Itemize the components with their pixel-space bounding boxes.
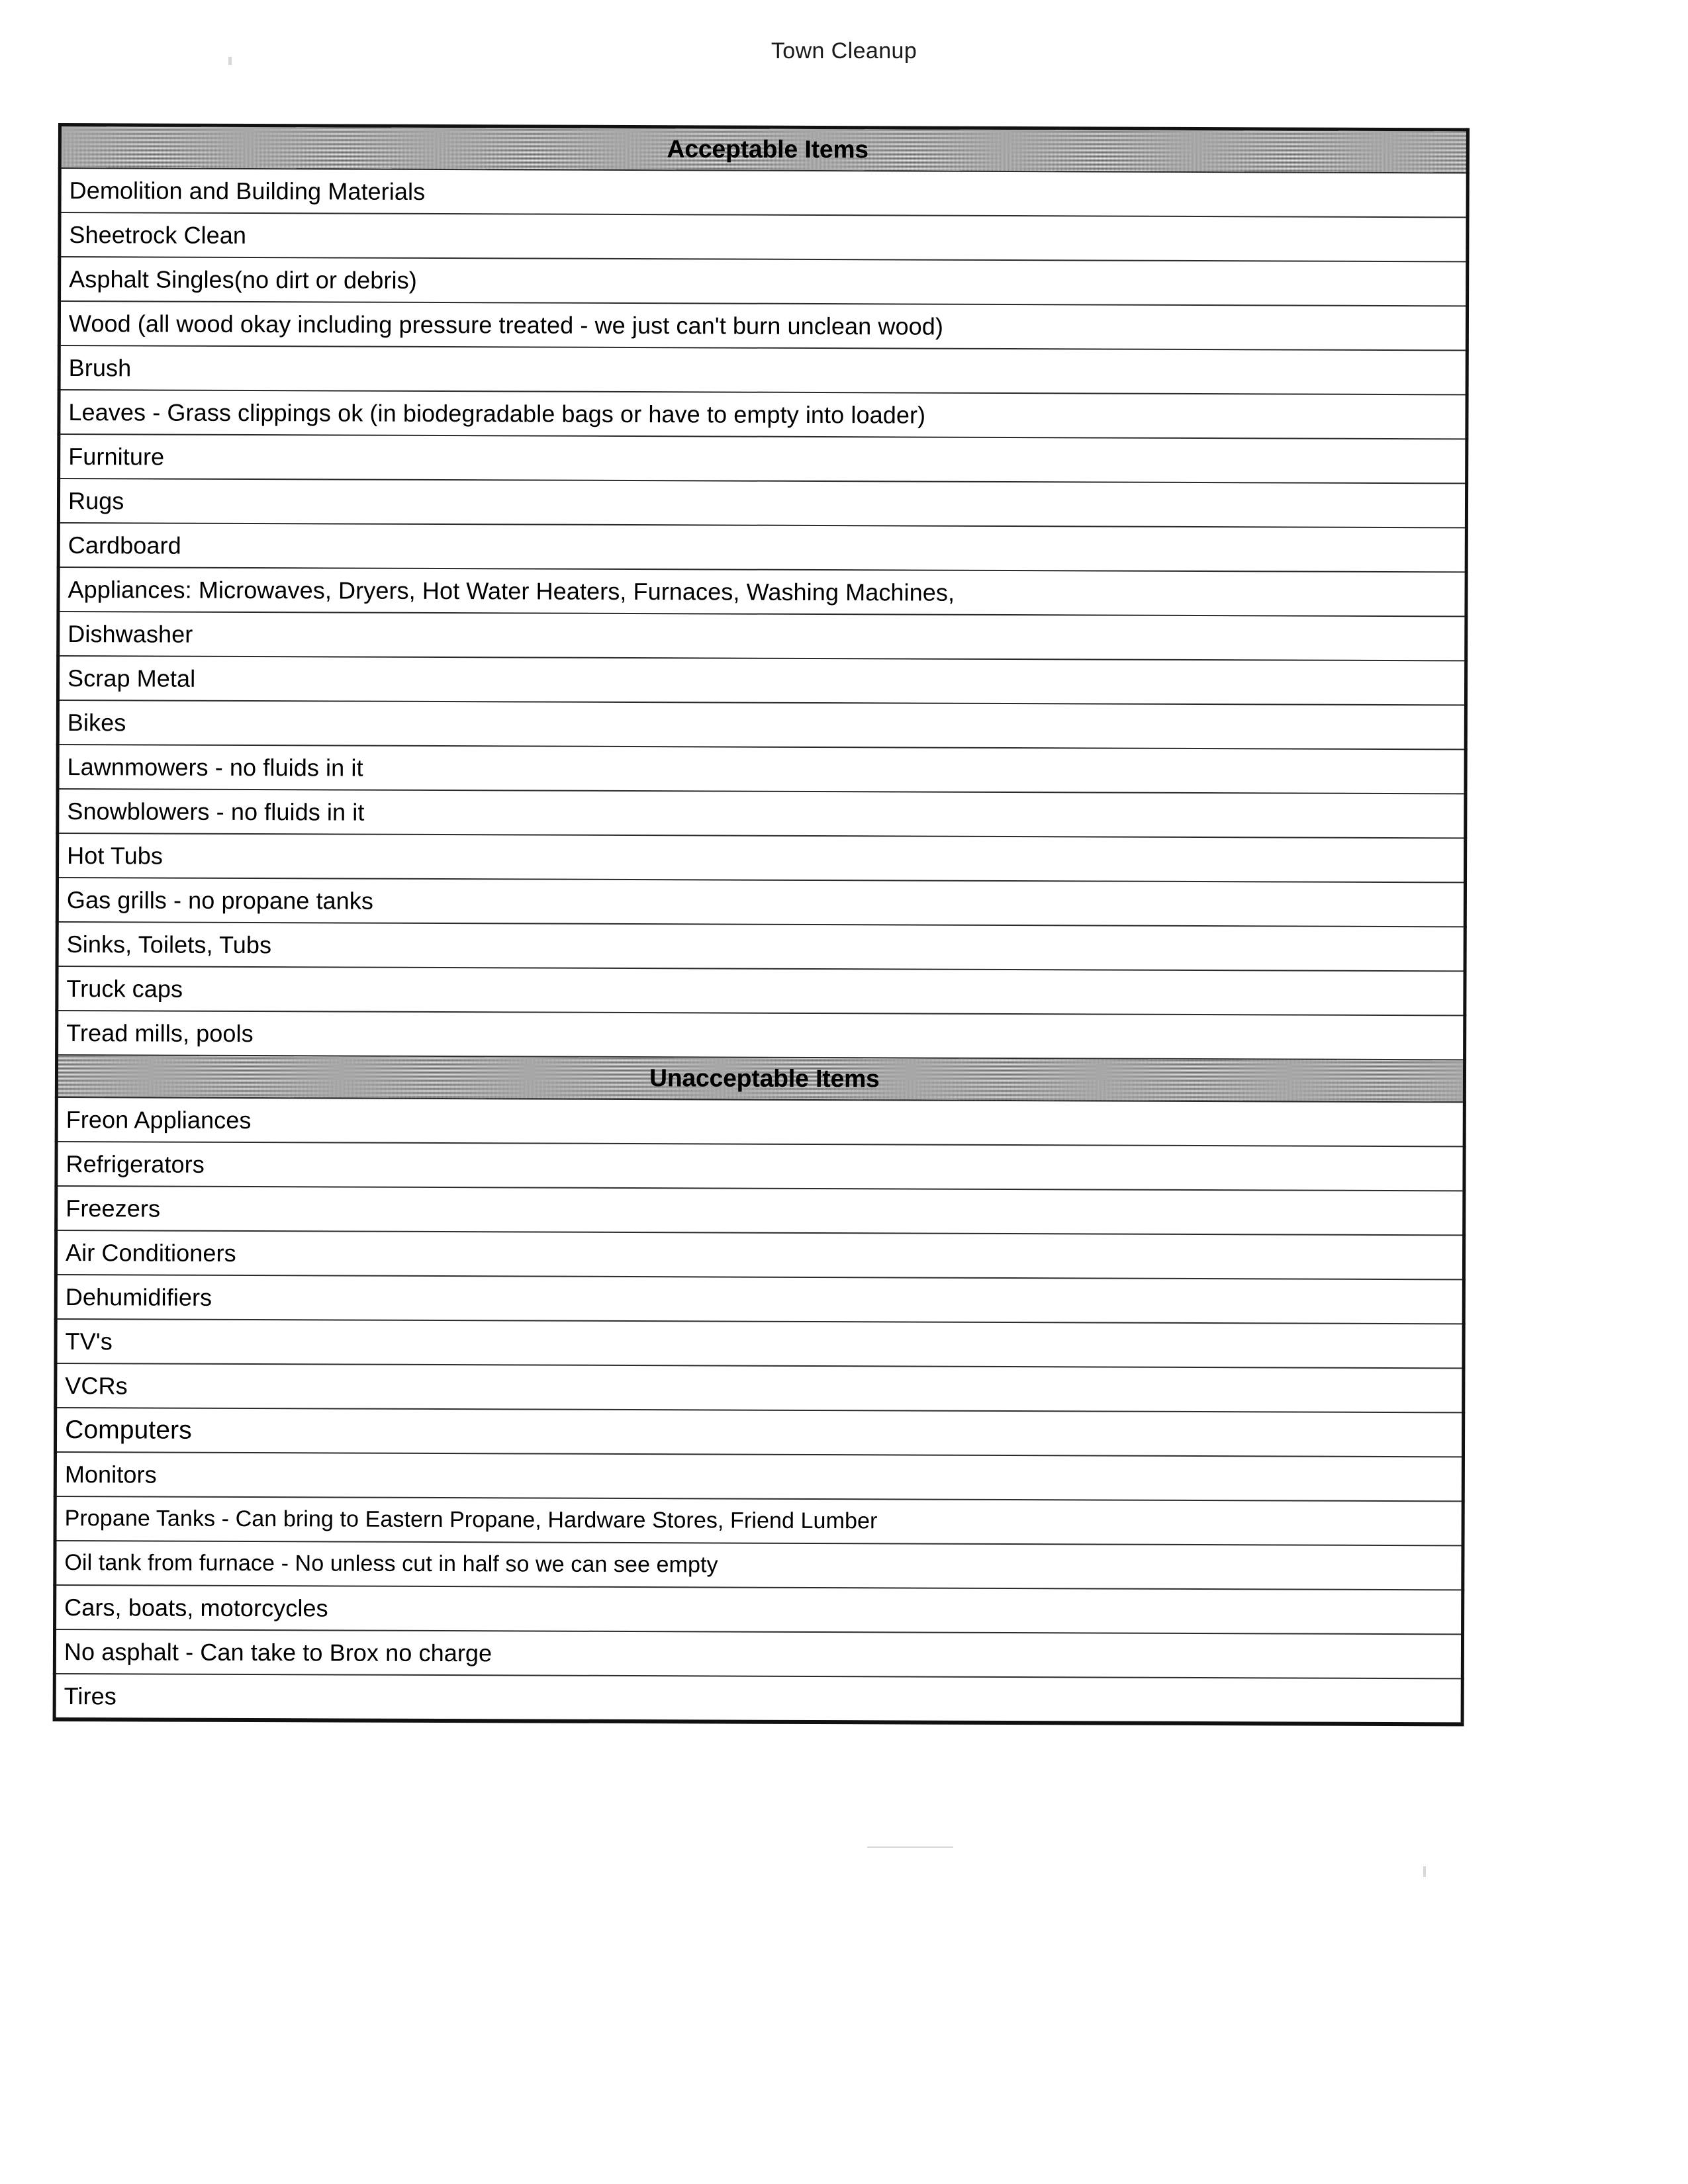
item-label: Propane Tanks - Can bring to Eastern Propane, Hardware Stores, Friend Lumber (55, 1496, 1463, 1545)
item-label: Oil tank from furnace - No unless cut in half so we can see empty (55, 1541, 1463, 1590)
table-row (55, 1408, 1463, 1457)
table-row (56, 1275, 1464, 1324)
item-label: Truck caps (57, 966, 1465, 1015)
table-row (58, 478, 1466, 527)
item-label: No asphalt - Can take to Brox no charge (54, 1629, 1462, 1678)
item-label: Hot Tubs (58, 833, 1466, 882)
table-row (60, 168, 1468, 217)
table-row (59, 390, 1467, 439)
table-row (59, 434, 1467, 483)
table-row (54, 1629, 1462, 1678)
table-row (60, 212, 1468, 261)
items-table-container (53, 123, 1470, 1726)
item-label: TV's (56, 1319, 1464, 1368)
item-label: Tread mills, pools (57, 1011, 1465, 1060)
table-row (55, 1452, 1463, 1501)
table-row (54, 1674, 1462, 1724)
item-label: Scrap Metal (58, 656, 1466, 705)
item-label: Dehumidifiers (56, 1275, 1464, 1324)
item-label: Bikes (58, 700, 1466, 749)
item-label: VCRs (56, 1363, 1464, 1412)
item-label: Cars, boats, motorcycles (55, 1585, 1463, 1634)
section-header-label: Unacceptable Items (56, 1055, 1464, 1102)
acceptable-unacceptable-items-table (53, 123, 1470, 1726)
table-row (58, 612, 1466, 660)
item-label: Rugs (58, 478, 1466, 527)
item-label: Computers (55, 1408, 1463, 1457)
item-label: Brush (59, 345, 1467, 394)
table-row (58, 789, 1466, 838)
table-row (55, 1496, 1463, 1545)
item-label: Freon Appliances (56, 1097, 1464, 1146)
item-label: Lawnmowers - no fluids in it (58, 745, 1466, 794)
table-row (56, 1097, 1464, 1146)
scan-artifact-speck (1423, 1866, 1426, 1877)
scan-artifact-speck (228, 57, 232, 65)
item-label: Demolition and Building Materials (60, 168, 1468, 217)
item-label: Cardboard (58, 523, 1466, 572)
item-label: Snowblowers - no fluids in it (58, 789, 1466, 838)
item-label: Gas grills - no propane tanks (57, 878, 1465, 927)
table-row (57, 878, 1465, 927)
section-header-label: Acceptable Items (60, 125, 1468, 173)
item-label: Asphalt Singles(no dirt or debris) (60, 257, 1468, 306)
table-row (58, 745, 1466, 794)
item-label: Leaves - Grass clippings ok (in biodegradable bags or have to empty into loader) (59, 390, 1467, 439)
section-header-row (56, 1055, 1464, 1102)
item-label: Furniture (59, 434, 1467, 483)
items-table-body (54, 125, 1468, 1725)
table-row (56, 1230, 1464, 1279)
table-row (56, 1319, 1464, 1368)
item-label: Freezers (56, 1186, 1464, 1235)
table-row (56, 1186, 1464, 1235)
table-row (56, 1142, 1464, 1191)
table-row (58, 656, 1466, 705)
item-label: Dishwasher (58, 612, 1466, 660)
table-row (58, 833, 1466, 882)
table-row (57, 1011, 1465, 1060)
item-label: Refrigerators (56, 1142, 1464, 1191)
table-row (55, 1541, 1463, 1590)
page-title: Town Cleanup (771, 38, 917, 64)
table-row (59, 345, 1467, 394)
item-label: Sheetrock Clean (60, 212, 1468, 261)
item-label: Air Conditioners (56, 1230, 1464, 1279)
item-label: Sinks, Toilets, Tubs (57, 922, 1465, 971)
table-row (60, 257, 1468, 306)
table-row (59, 301, 1467, 350)
item-label: Appliances: Microwaves, Dryers, Hot Water Heaters, Furnaces, Washing Machines, (58, 567, 1466, 616)
table-row (58, 567, 1466, 616)
section-header-row (60, 125, 1468, 173)
table-row (56, 1363, 1464, 1412)
table-row (55, 1585, 1463, 1634)
item-label: Wood (all wood okay including pressure treated - we just can't burn unclean wood) (59, 301, 1467, 350)
table-row (57, 966, 1465, 1015)
table-row (58, 523, 1466, 572)
scan-artifact-streak (867, 1846, 953, 1848)
table-row (57, 922, 1465, 971)
item-label: Tires (54, 1674, 1462, 1724)
item-label: Monitors (55, 1452, 1463, 1501)
table-row (58, 700, 1466, 749)
